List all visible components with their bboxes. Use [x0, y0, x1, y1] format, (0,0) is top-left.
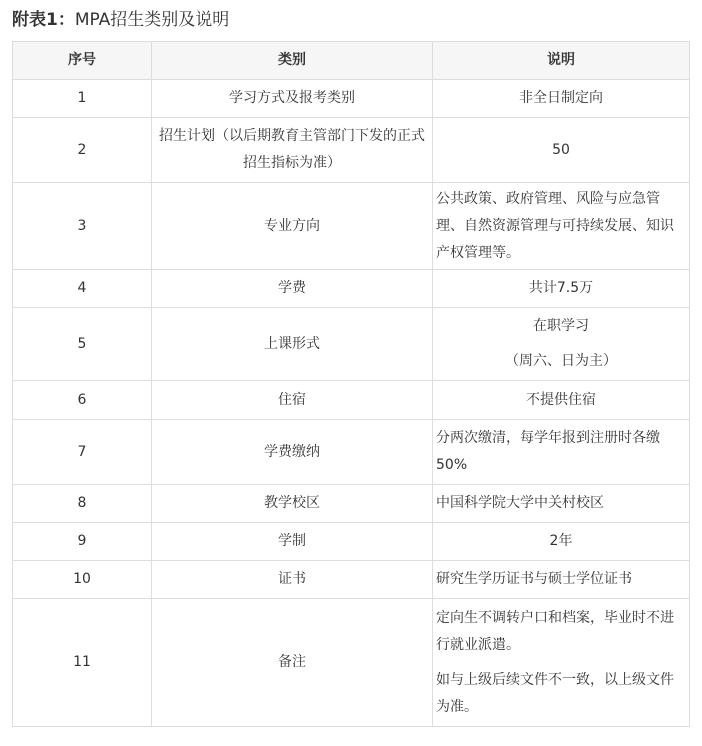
description-paragraph: 非全日制定向	[519, 90, 603, 106]
description-paragraph: 研究生学历证书与硕士学位证书	[436, 571, 632, 587]
page-title	[12, 8, 229, 32]
row-description	[433, 420, 690, 485]
description-paragraph: 定向生不调转户口和档案，毕业时不进行就业派遣。	[436, 609, 674, 653]
description-paragraph: 50	[552, 141, 570, 158]
row-description	[433, 118, 690, 183]
row-category: 住宿	[152, 381, 433, 420]
header-description: 说明	[433, 42, 690, 80]
row-description	[433, 270, 690, 308]
header-category: 类别	[152, 42, 433, 80]
row-description	[433, 599, 690, 727]
description-paragraph: （周六、日为主）	[505, 353, 617, 369]
table-row	[13, 183, 690, 270]
description-paragraph: 分两次缴清，每学年报到注册时各缴50%	[436, 430, 660, 473]
row-description	[433, 485, 690, 523]
description-paragraph: 如与上级后续文件不一致，以上级文件为准。	[436, 671, 674, 715]
description-paragraph: 共计7.5万	[528, 280, 594, 296]
row-category: 证书	[152, 561, 433, 599]
row-description	[433, 80, 690, 118]
row-description	[433, 183, 690, 270]
table-row	[13, 561, 690, 599]
row-category: 学费缴纳	[152, 420, 433, 485]
enrollment-table	[12, 41, 690, 727]
row-category: 上课形式	[152, 308, 433, 381]
description-paragraph: 在职学习	[533, 318, 589, 334]
table-row	[13, 599, 690, 727]
row-number: 4	[13, 270, 152, 308]
table-row	[13, 381, 690, 420]
table-row	[13, 270, 690, 308]
row-category: 招生计划（以后期教育主管部门下发的正式招生指标为准）	[152, 118, 433, 183]
table-row	[13, 80, 690, 118]
description-paragraph: 不提供住宿	[526, 391, 596, 408]
table-body	[13, 80, 690, 727]
row-number: 3	[13, 183, 152, 270]
row-number: 8	[13, 485, 152, 523]
table-row	[13, 485, 690, 523]
row-category: 学费	[152, 270, 433, 308]
row-number: 2	[13, 118, 152, 183]
row-category: 专业方向	[152, 183, 433, 270]
row-description	[433, 381, 690, 420]
header-number: 序号	[13, 42, 152, 80]
table-row	[13, 420, 690, 485]
title-text: MPA招生类别及说明	[74, 10, 230, 30]
row-description	[433, 523, 690, 561]
description-paragraph: 中国科学院大学中关村校区	[436, 495, 604, 511]
table-row	[13, 308, 690, 381]
row-number: 5	[13, 308, 152, 381]
row-number: 10	[13, 561, 152, 599]
table-row	[13, 523, 690, 561]
row-category: 学习方式及报考类别	[152, 80, 433, 118]
row-description	[433, 561, 690, 599]
row-number: 1	[13, 80, 152, 118]
title-prefix: 附表1：	[12, 10, 75, 30]
row-description	[433, 308, 690, 381]
table-header-row	[13, 42, 690, 80]
row-number: 11	[13, 599, 152, 727]
row-number: 6	[13, 381, 152, 420]
table-row	[13, 118, 690, 183]
row-category: 学制	[152, 523, 433, 561]
description-paragraph: 公共政策、政府管理、风险与应急管理、自然资源管理与可持续发展、知识产权管理等。	[436, 190, 674, 261]
row-category: 备注	[152, 599, 433, 727]
row-number: 7	[13, 420, 152, 485]
row-number: 9	[13, 523, 152, 561]
description-paragraph: 2年	[549, 533, 573, 549]
row-category: 教学校区	[152, 485, 433, 523]
